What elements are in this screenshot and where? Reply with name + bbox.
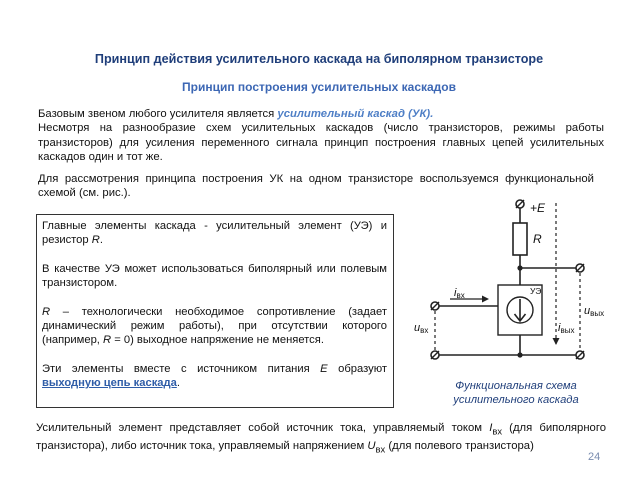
box-para-4 — [42, 362, 387, 391]
box-text: – технологически необходимое сопротивление (задает динамический режим работы), при отсутствии которого (например, — [42, 305, 387, 347]
intro-accent: усилительный каскад (УК). — [277, 108, 434, 120]
r-symbol: R — [103, 334, 112, 347]
u-symbol: U — [367, 439, 376, 452]
bottom-paragraph — [36, 421, 606, 456]
input-current-label: iвх — [454, 287, 465, 300]
intro-paragraph — [38, 107, 604, 164]
caption-line-2: усилительного каскада — [453, 394, 579, 407]
output-current-label: iвых — [558, 322, 575, 335]
input-voltage-label: uвх — [414, 322, 429, 335]
diagram-caption — [431, 379, 601, 408]
ue-label: УЭ — [530, 286, 542, 296]
r-symbol: R — [91, 234, 100, 247]
intro-text-a: Базовым звеном любого усилителя является — [38, 108, 278, 120]
slide-subtitle: Принцип построения усилительных каскадов — [181, 80, 457, 94]
intro-text-b: Несмотря на разнообразие схем усилительных каскадов (число транзисторов, режимы работы транзисторов) для усиления переменного сигнала принцип построения главных цепей усилительных каскадов один и тот же. — [38, 122, 604, 163]
bottom-text: (для биполярного транзистора), либо источник тока, управляемый напряжением — [36, 422, 606, 452]
box-text: . — [176, 377, 180, 390]
caption-line-1: Функциональная схема — [455, 380, 577, 392]
info-box — [36, 214, 394, 408]
plus-e-label: +E — [530, 201, 546, 215]
output-voltage-label: uвых — [584, 305, 605, 318]
slide-title: Принцип действия усилительного каскада на биполярном транзисторе — [94, 52, 544, 66]
box-para-2: В качестве УЭ может использоваться биполярный или полевым транзистором. — [42, 262, 387, 290]
box-para-1 — [42, 219, 387, 248]
page-number: 24 — [588, 451, 601, 463]
i-subscript: вх — [492, 425, 503, 437]
resistor — [513, 223, 527, 255]
box-text: = 0) выходное напряжение не меняется. — [111, 334, 324, 347]
bottom-text: (для полевого транзистора) — [385, 439, 534, 452]
box-text: Главные элементы каскада - усилительный элемент (УЭ) и резистор — [42, 220, 387, 247]
resistor-label: R — [533, 232, 542, 246]
bottom-text: Усилительный элемент представляет собой источник тока, управляемый током — [36, 422, 490, 434]
u-subscript: вх — [375, 442, 386, 454]
second-paragraph: Для рассмотрения принципа построения УК на одном транзисторе воспользуемся функциональной схемой (см. рис.). — [38, 173, 594, 200]
box-text: Эти элементы вместе с источником питания — [42, 362, 321, 375]
output-current-arrow-icon — [553, 338, 560, 345]
box-text: . — [99, 234, 103, 247]
box-para-3 — [42, 305, 387, 348]
r-symbol: R — [42, 305, 51, 318]
box-text: образуют — [327, 362, 387, 375]
amplifier-circuit-diagram — [410, 195, 610, 375]
i-symbol: I — [489, 422, 493, 434]
output-circuit-link[interactable]: выходную цепь каскада — [42, 377, 177, 390]
e-symbol: E — [320, 362, 328, 375]
